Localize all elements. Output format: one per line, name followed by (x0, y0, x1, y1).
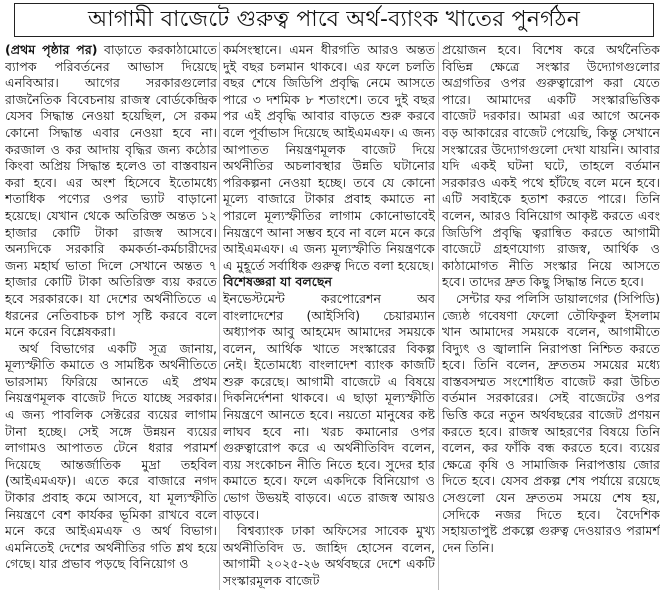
column-divider (219, 42, 220, 590)
article-column-1 (5, 42, 217, 594)
article-column-3 (442, 42, 660, 594)
section-subhead: বিশেষজ্ঞরা যা বলছেন (223, 274, 332, 290)
article-column-2 (223, 42, 435, 594)
paragraph-text: বাড়াতে করকাঠামোতে ব্যাপক পরিবর্তনের আভাস দিয়েছে এনবিআর। আগের সরকারগুলোর রাজনৈতিক বিবেচনায় রাজস্ব বোর্ডকেন্দ্রিক যেসব সিদ্ধান্ত নেওয়া হয়েছিল, সে রকম কোনো সিদ্ধান্ত এবার নেওয়া হবে না। করজাল ও কর আদায় বৃদ্ধির জন্য কঠোর কিংবা অপ্রিয় সিদ্ধান্ত হলেও তা বাস্তবায়ন করা হবে। এর অংশ হিসেবে ইতোমধ্যে শতাধিক পণ্যের ওপর ভ্যাট বাড়ানো হয়েছে। যেখান থেকে অতিরিক্ত অন্তত ১২ হাজার কোটি টাকা রাজস্ব আসবে। অন্যদিকে সরকারি কমকর্তা-কর্মচারীদের জন্য মহার্ঘ ভাতা দিলে সেখানে অন্তত ৭ হাজার কোটি টাকা অতিরিক্ত ব্যয় করতে হবে সরকারকে। যা দেশের অর্থনীতিতে এ ধরনের নেতিবাচক চাপ সৃষ্টি করবে বলে মনে করেন বিশ্লেষকরা। (5, 42, 217, 340)
column-divider (438, 42, 439, 590)
paragraph: সেন্টার ফর পলিসি ডায়ালগের (সিপিডি) জ্যেষ্ঠ গবেষণা ফেলো তৌফিকুল ইসলাম খান আমাদের সময়কে বলেন, আগামীতে বিদ্যুৎ ও জ্বালানি নিরাপত্তা নিশ্চিত করতে হবে। তিনি বলেন, দ্রুততম সময়ের মধ্যে বাস্তবসম্মত সংশোধিত বাজেট করা উচিত বর্তমান সরকারের। সেই বাজেটের ওপর ভিত্তি করে নতুন অর্থবছরের বাজেট প্রণয়ন করতে হবে। রাজস্ব আহরণের বিষয়ে তিনি বলেন, কর ফাঁকি বন্ধ করতে হবে। ব্যয়ের ক্ষেত্রে কৃষি ও সামাজিক নিরাপত্তায় জোর দিতে হবে। যেসব প্রকল্প শেষ পর্যায়ে রয়েছে সেগুলো যেন দ্রুততম সময়ে শেষ হয়, সেদিকে নজর দিতে হবে। বৈদেশিক সহায়তাপুষ্ট প্রকল্পে গুরুত্ব দেওয়ারও পরামর্শ দেন তিনি। (442, 290, 660, 555)
paragraph: প্রয়োজন হবে। বিশেষ করে অর্থনৈতিক বিভিন্ন ক্ষেত্রে সংস্কার উদ্যোগগুলোর অগ্রগতির ওপর গুরুত্বারোপ করা যেতে পারে। আমাদের একটি সংস্কারভিত্তিক বাজেট দরকার। আমরা এর আগে অনেক বড় আকারের বাজেট পেয়েছি, কিন্তু সেখানে সংস্কারের উদ্যোগগুলো দেখা যায়নি। আবার যদি একই ঘটনা ঘটে, তাহলে বর্তমান সরকারও একই পথে হাঁটছে বলে মনে হবে। এটি সবাইকে হতাশ করতে পারে। তিনি বলেন, আরও বিনিয়োগ আকৃষ্ট করতে এবং জিডিপি প্রবৃদ্ধি ত্বরান্বিত করতে আগামী বাজেটে গ্রহণযোগ্য রাজস্ব, আর্থিক ও কাঠামোগত নীতি সংস্কার নিয়ে আসতে হবে। তাদের দ্রুত কিছু সিদ্ধান্ত নিতে হবে। (442, 42, 660, 290)
headline: আগামী বাজেটে গুরুত্ব পাবে অর্থ-ব্যাংক খাতের পুনর্গঠন (87, 7, 581, 32)
headline-box (14, 3, 654, 37)
paragraph: অর্থ বিভাগের একটি সূত্র জানায়, মূল্যস্ফীতি কমাতে ও সামষ্টিক অর্থনীতিতে ভারসাম্য ফিরিয়ে আনতে এই প্রথম নিয়ন্ত্রণমূলক বাজেট দিতে যাচ্ছে সরকার। এ জন্য পাবলিক সেক্টরের ব্যয়ের লাগাম টানা হচ্ছে। সেই সঙ্গে উন্নয়ন ব্যয়ের লাগামও আপাতত টেনে ধরার পরামর্শ দিয়েছে আন্তর্জাতিক মুদ্রা তহবিল (আইএমএফ)। এতে করে বাজারে নগদ টাকার প্রবাহ কমে আসবে, যা মূল্যস্ফীতি নিয়ন্ত্রণে বেশ কার্যকর ভূমিকা রাখবে বলে মনে করে আইএমএফ ও অর্থ বিভাগ। এমনিতেই দেশের অর্থনীতির গতি শ্লথ হয়ে গেছে। যার প্রভাব পড়ছে বিনিয়োগ ও (5, 340, 217, 572)
paragraph: কর্মসংস্থানে। এমন ধীরগতি আরও অন্তত দুই বছর চলমান থাকবে। এর ফলে চলতি বছর শেষে জিডিপি প্রবৃদ্ধি নেমে আসতে পারে ৩ দশমিক ৮ শতাংশে। তবে দুই বছর পর এই প্রবৃদ্ধি আবার বাড়তে শুরু করবে বলে পূর্বাভাস দিয়েছে আইএমএফ। এ জন্য আপাতত নিয়ন্ত্রণমূলক বাজেট দিয়ে অর্থনীতির অচলাবস্থার উন্নতি ঘটানোর পরিকল্পনা নেওয়া হচ্ছে। তবে যে কোনো মূল্যে বাজারে টাকার প্রবাহ কমাতে না পারলে মূল্যস্ফীতির লাগাম কোনোভাবেই নিয়ন্ত্রণে আনা সম্ভব হবে না বলে মনে করে আইএমএফ। এ জন্য মূল্যস্ফীতি নিয়ন্ত্রণকে এ মুহূর্তে সর্বাধিক গুরুত্ব দিতে বলা হয়েছে। (223, 42, 435, 273)
paragraph: বিশ্বব্যাংক ঢাকা অফিসের সাবেক মুখ্য অর্থনীতিবিদ ড. জাহিদ হোসেন বলেন, আগামী ২০২৫-২৬ অর্থবছরে দেশে একটি সংস্কারমূলক বাজেট (223, 523, 435, 588)
paragraph (5, 42, 217, 341)
continuation-kicker: (প্রথম পৃষ্ঠার পর) (5, 42, 98, 57)
paragraph: ইনভেস্টমেন্ট করপোরেশন অব বাংলাদেশের (আইসিবি) চেয়ারম্যান অধ্যাপক আবু আহমেদ আমাদের সময়কে বলেন, আর্থিক খাতে সংস্কারের বিকল্প নেই। ইতোমধ্যে বাংলাদেশ ব্যাংক কাজটি শুরু করেছে। আগামী বাজেটে এ বিষয়ে দিকনির্দেশনা থাকবে। এ ছাড়া মূল্যস্ফীতি নিয়ন্ত্রণে আনতে হবে। নয়তো মানুষের কষ্ট লাঘব হবে না। খরচ কমানোর ওপর গুরুত্বারোপ করে এ অর্থনীতিবিদ বলেন, ব্যয় সংকোচন নীতি নিতে হবে। সুদের হার কমাতে হবে। ফলে একদিকে বিনিয়োগ ও ভোগ উভয়ই বাড়বে। এতে রাজস্ব আয়ও বাড়বে। (223, 290, 435, 522)
